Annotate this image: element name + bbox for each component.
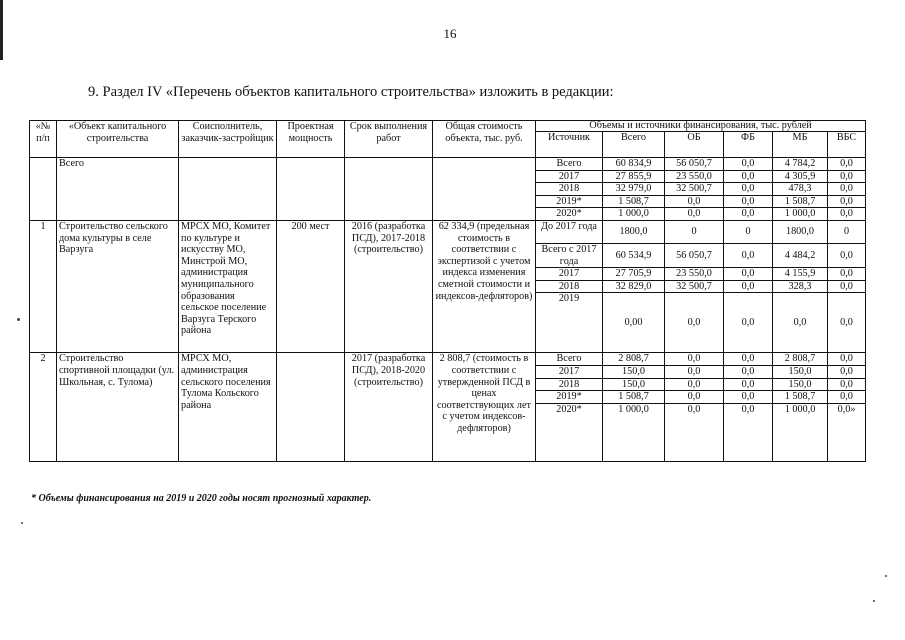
- fin-vbs: 0,0: [828, 378, 866, 391]
- fin-mb: 1 508,7: [773, 195, 828, 208]
- total-label: Всего: [57, 158, 179, 221]
- fin-vbs: 0: [828, 220, 866, 243]
- fin-total: 27 855,9: [603, 170, 665, 183]
- fin-vbs: 0,0: [828, 293, 866, 353]
- item2-num: 2: [30, 353, 57, 461]
- fin-ob: 0: [665, 220, 724, 243]
- fin-vbs: 0,0: [828, 365, 866, 378]
- fin-mb: 150,0: [773, 378, 828, 391]
- fin-source: 2019*: [536, 391, 603, 404]
- header-source: Источник: [536, 132, 603, 158]
- fin-ob: 0,0: [665, 403, 724, 461]
- total-empty-cell: [179, 158, 277, 221]
- fin-ob: 56 050,7: [665, 158, 724, 171]
- fin-source: 2018: [536, 280, 603, 293]
- header-capacity: Проектная мощность: [277, 121, 345, 158]
- footnote: * Объемы финансирования на 2019 и 2020 годы носят прогнозный характер.: [31, 493, 372, 504]
- fin-total: 60 834,9: [603, 158, 665, 171]
- fin-total: 27 705,9: [603, 268, 665, 281]
- header-object: «Объект капитального строительства: [57, 121, 179, 158]
- total-empty-cell: [433, 158, 536, 221]
- fin-source: Всего: [536, 158, 603, 171]
- fin-total: 1 508,7: [603, 195, 665, 208]
- fin-vbs: 0,0: [828, 158, 866, 171]
- fin-fb: 0,0: [724, 365, 773, 378]
- fin-fb: 0,0: [724, 293, 773, 353]
- fin-source: До 2017 года: [536, 220, 603, 243]
- item2-term: 2017 (разработка ПСД), 2018-2020 (строительство): [345, 353, 433, 461]
- fin-source: 2017: [536, 170, 603, 183]
- fin-fb: 0,0: [724, 243, 773, 267]
- fin-source: 2017: [536, 268, 603, 281]
- fin-total: 150,0: [603, 365, 665, 378]
- fin-fb: 0,0: [724, 280, 773, 293]
- item1-coexecutor: МРСХ МО, Комитет по культуре и искусству МО, Минстрой МО, администрация муниципального образования сельское поселение Варзуга Терского района: [179, 220, 277, 352]
- fin-ob: 0,0: [665, 208, 724, 221]
- fin-source: 2019: [536, 293, 603, 353]
- fin-vbs: 0,0»: [828, 403, 866, 461]
- fin-mb: 1 000,0: [773, 403, 828, 461]
- fin-fb: 0: [724, 220, 773, 243]
- fin-ob: 56 050,7: [665, 243, 724, 267]
- fin-ob: 0,0: [665, 195, 724, 208]
- fin-fb: 0,0: [724, 353, 773, 366]
- fin-total: 0,00: [603, 293, 665, 353]
- scan-speck: [873, 600, 875, 602]
- fin-vbs: 0,0: [828, 195, 866, 208]
- fin-fb: 0,0: [724, 268, 773, 281]
- fin-source: 2019*: [536, 195, 603, 208]
- fin-ob: 32 500,7: [665, 183, 724, 196]
- item1-capacity: 200 мест: [277, 220, 345, 352]
- fin-mb: 4 155,9: [773, 268, 828, 281]
- fin-mb: 1 000,0: [773, 208, 828, 221]
- fin-mb: 150,0: [773, 365, 828, 378]
- header-total: Всего: [603, 132, 665, 158]
- fin-fb: 0,0: [724, 195, 773, 208]
- fin-total: 150,0: [603, 378, 665, 391]
- fin-vbs: 0,0: [828, 170, 866, 183]
- header-vbs: ВБС: [828, 132, 866, 158]
- fin-source: 2018: [536, 183, 603, 196]
- header-coexecutor: Соисполнитель, заказчик-застройщик: [179, 121, 277, 158]
- header-cost: Общая стоимость объекта, тыс. руб.: [433, 121, 536, 158]
- scan-speck: [885, 575, 887, 577]
- header-fb: ФБ: [724, 132, 773, 158]
- header-mb: МБ: [773, 132, 828, 158]
- header-term: Срок выполнения работ: [345, 121, 433, 158]
- item1-object: Строительство сельского дома культуры в селе Варзуга: [57, 220, 179, 352]
- fin-mb: 2 808,7: [773, 353, 828, 366]
- fin-total: 1 000,0: [603, 208, 665, 221]
- fin-vbs: 0,0: [828, 243, 866, 267]
- fin-mb: 328,3: [773, 280, 828, 293]
- fin-fb: 0,0: [724, 183, 773, 196]
- fin-mb: 4 484,2: [773, 243, 828, 267]
- fin-mb: 0,0: [773, 293, 828, 353]
- item1-term: 2016 (разработка ПСД), 2017-2018 (строительство): [345, 220, 433, 352]
- fin-total: 2 808,7: [603, 353, 665, 366]
- fin-fb: 0,0: [724, 391, 773, 404]
- item2-capacity: [277, 353, 345, 461]
- fin-total: 1 000,0: [603, 403, 665, 461]
- fin-mb: 4 784,2: [773, 158, 828, 171]
- fin-source: 2020*: [536, 403, 603, 461]
- header-financing: Объемы и источники финансирования, тыс. рублей: [536, 121, 866, 132]
- fin-ob: 0,0: [665, 391, 724, 404]
- fin-fb: 0,0: [724, 208, 773, 221]
- fin-fb: 0,0: [724, 170, 773, 183]
- fin-vbs: 0,0: [828, 280, 866, 293]
- fin-vbs: 0,0: [828, 391, 866, 404]
- fin-total: 60 534,9: [603, 243, 665, 267]
- fin-ob: 0,0: [665, 293, 724, 353]
- fin-ob: 23 550,0: [665, 268, 724, 281]
- item2-object: Строительство спортивной площадки (ул. Школьная, с. Тулома): [57, 353, 179, 461]
- fin-total: 1 508,7: [603, 391, 665, 404]
- fin-fb: 0,0: [724, 403, 773, 461]
- fin-ob: 32 500,7: [665, 280, 724, 293]
- fin-total: 32 829,0: [603, 280, 665, 293]
- total-empty-cell: [277, 158, 345, 221]
- fin-ob: 0,0: [665, 353, 724, 366]
- scan-speck: [21, 522, 23, 524]
- item2-coexecutor: МРСХ МО, администрация сельского поселения Тулома Кольского района: [179, 353, 277, 461]
- item1-num: 1: [30, 220, 57, 352]
- fin-source: 2020*: [536, 208, 603, 221]
- header-ob: ОБ: [665, 132, 724, 158]
- total-num-cell: [30, 158, 57, 221]
- header-num: «№ п/п: [30, 121, 57, 158]
- fin-fb: 0,0: [724, 378, 773, 391]
- fin-mb: 1 508,7: [773, 391, 828, 404]
- fin-source: Всего с 2017 года: [536, 243, 603, 267]
- capital-construction-table: [29, 120, 866, 462]
- fin-vbs: 0,0: [828, 183, 866, 196]
- item2-cost: 2 808,7 (стоимость в соответствии с утвержденной ПСД в ценах соответствующих лет с учетом индексов-дефляторов): [433, 353, 536, 461]
- scan-edge-mark: [0, 0, 3, 60]
- fin-vbs: 0,0: [828, 208, 866, 221]
- total-empty-cell: [345, 158, 433, 221]
- section-heading: 9. Раздел IV «Перечень объектов капитального строительства» изложить в редакции:: [88, 84, 614, 100]
- fin-total: 32 979,0: [603, 183, 665, 196]
- fin-ob: 0,0: [665, 365, 724, 378]
- fin-total: 1800,0: [603, 220, 665, 243]
- fin-fb: 0,0: [724, 158, 773, 171]
- fin-source: 2017: [536, 365, 603, 378]
- item1-cost: 62 334,9 (предельная стоимость в соответствии с экспертизой с учетом индекса изменения сметной стоимости и индексов-дефляторов): [433, 220, 536, 352]
- page-number: 16: [443, 26, 457, 41]
- fin-vbs: 0,0: [828, 353, 866, 366]
- fin-ob: 23 550,0: [665, 170, 724, 183]
- fin-vbs: 0,0: [828, 268, 866, 281]
- scan-speck: [17, 318, 20, 321]
- fin-mb: 1800,0: [773, 220, 828, 243]
- fin-ob: 0,0: [665, 378, 724, 391]
- fin-mb: 478,3: [773, 183, 828, 196]
- fin-source: Всего: [536, 353, 603, 366]
- fin-mb: 4 305,9: [773, 170, 828, 183]
- fin-source: 2018: [536, 378, 603, 391]
